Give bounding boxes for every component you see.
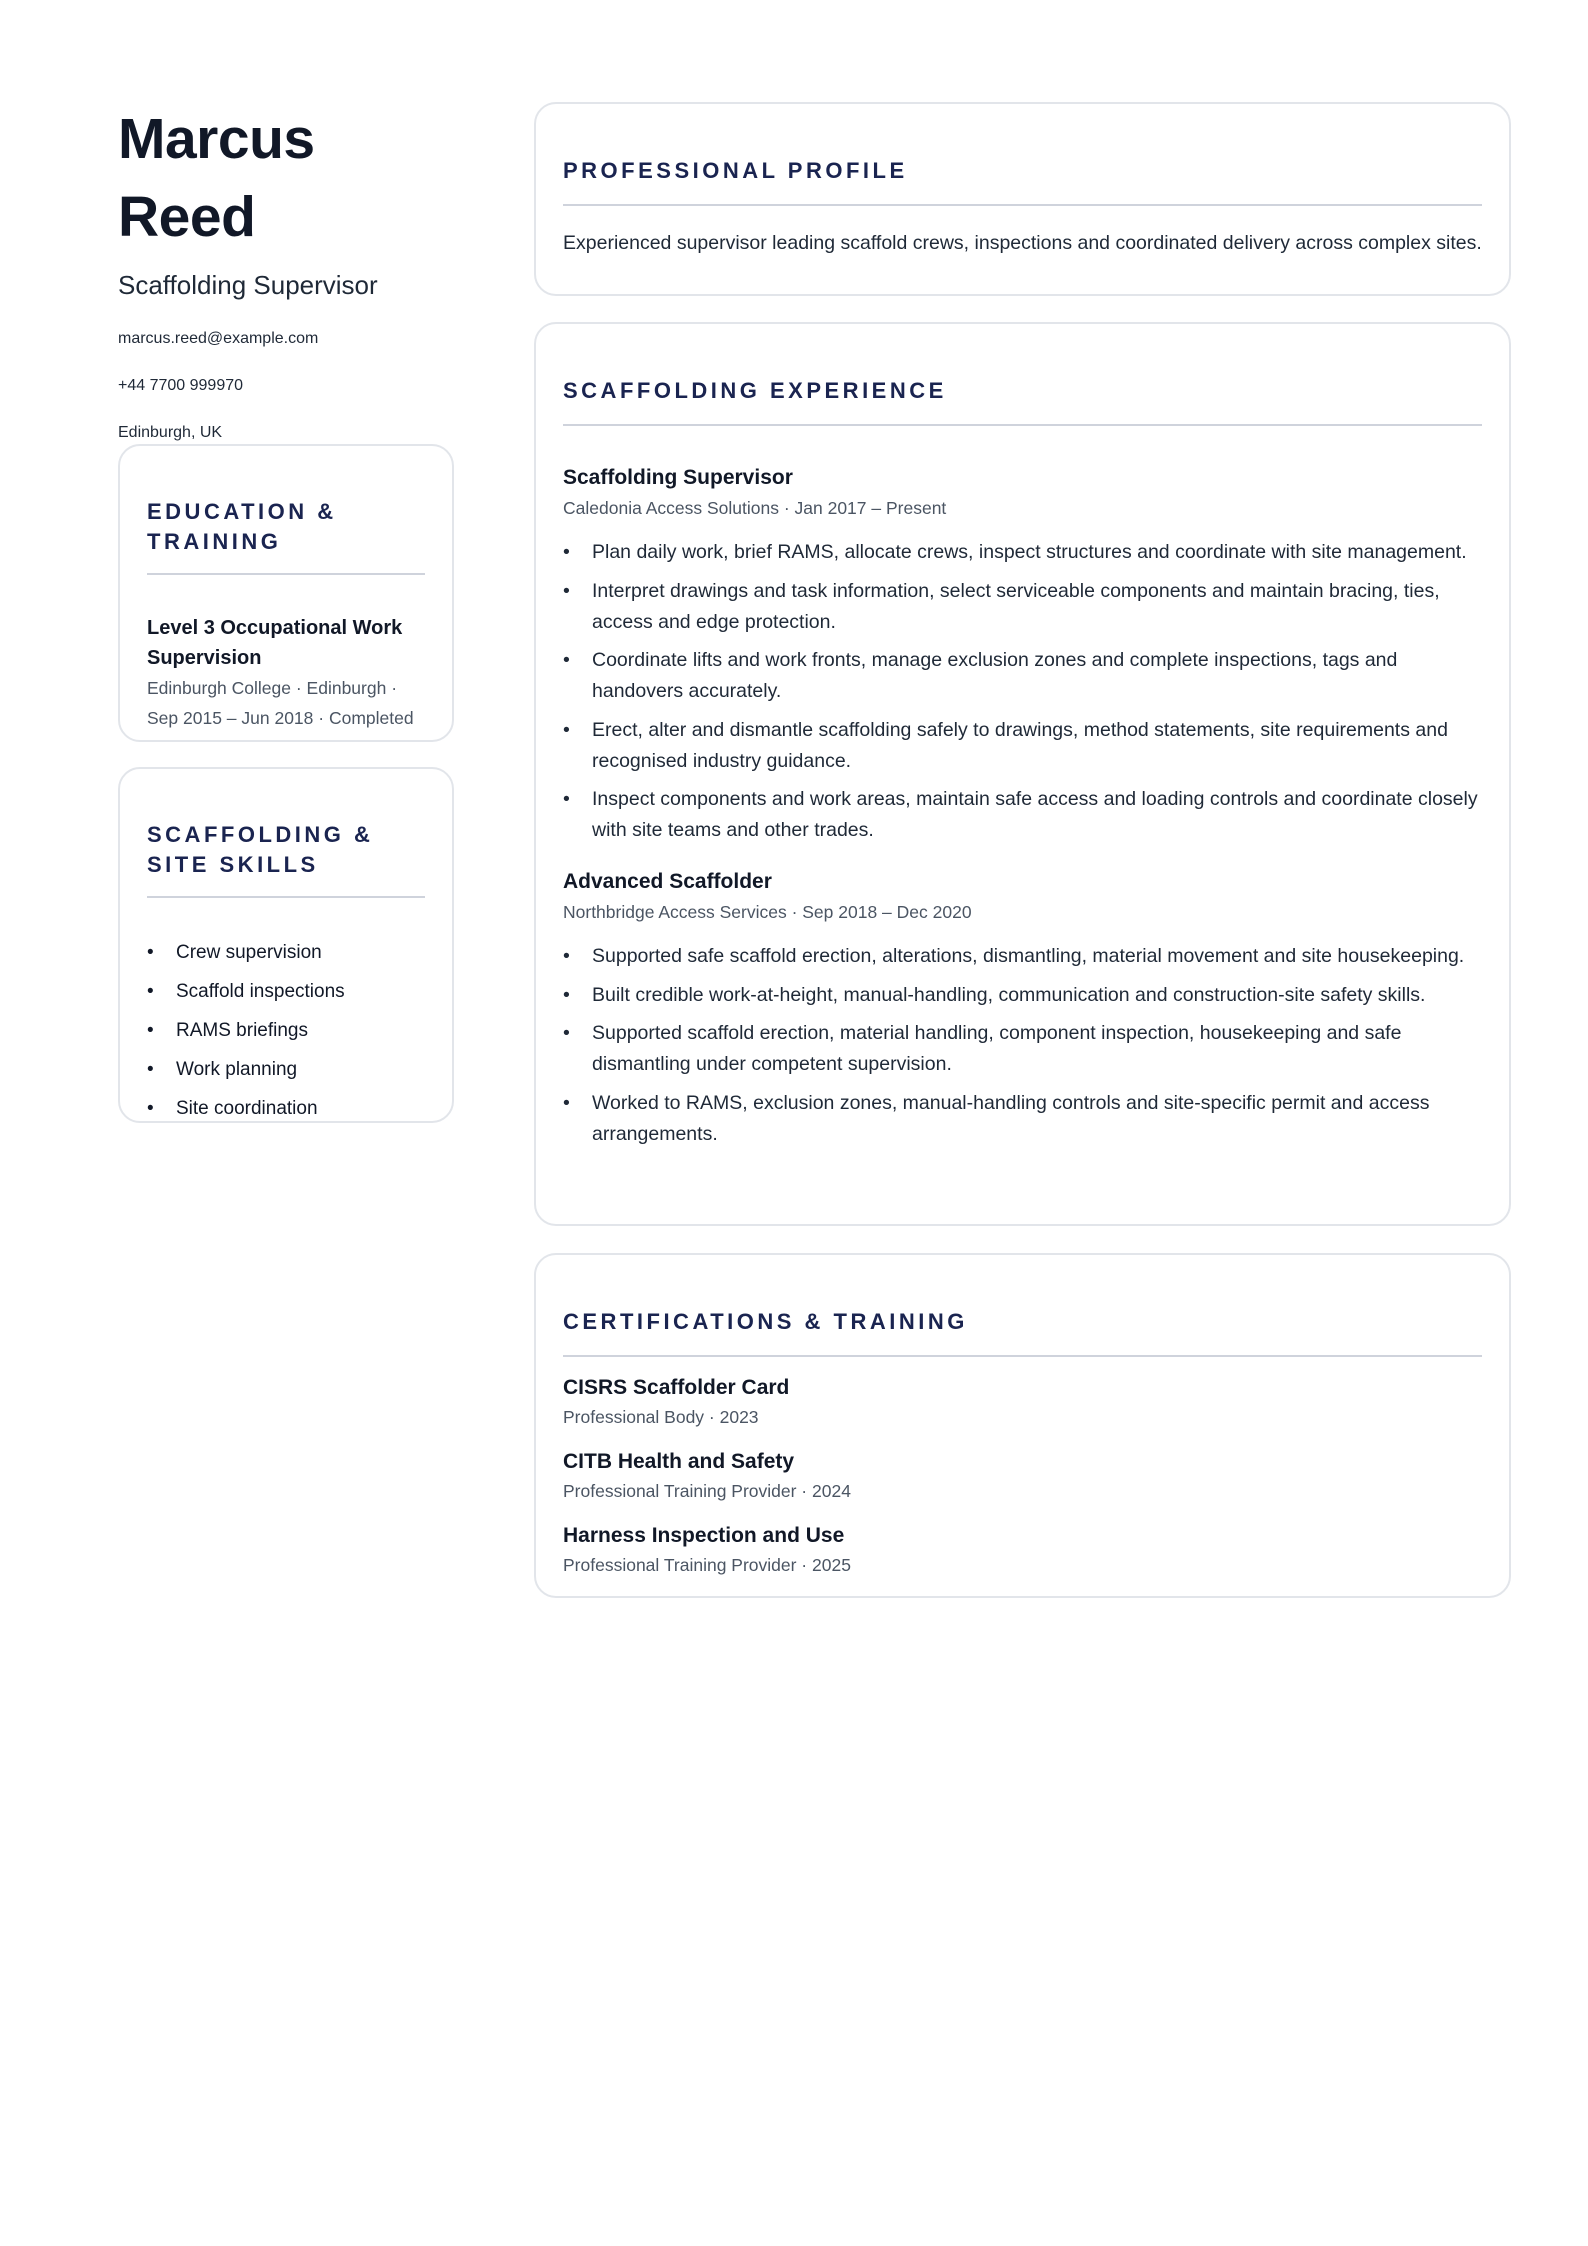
section-divider bbox=[563, 204, 1482, 206]
education-meta-line-2: Sep 2015 – Jun 2018 · Completed bbox=[147, 708, 414, 728]
education-title-line-2: Supervision bbox=[147, 647, 262, 669]
certification-meta: Professional Training Provider · 2024 bbox=[563, 1481, 851, 1501]
job-title: Scaffolding Supervisor bbox=[118, 270, 378, 300]
skills-card bbox=[118, 767, 454, 1123]
profile-heading: PROFESSIONAL PROFILE bbox=[563, 158, 908, 183]
certification-entry bbox=[563, 1521, 1482, 1579]
job-entry-meta: Northbridge Access Services · Sep 2018 – Dec 2020 bbox=[563, 902, 972, 922]
email-link[interactable]: marcus.reed@example.com bbox=[118, 330, 319, 347]
job-bullet: • Built credible work-at-height, manual-handling, communication and construction-site safety skills. bbox=[563, 980, 1482, 1011]
job-bullets bbox=[563, 941, 1482, 1150]
certification-title: Harness Inspection and Use bbox=[563, 1524, 845, 1547]
job-bullet: • Erect, alter and dismantle scaffolding safely to drawings, method statements, site requirements and recognised industry guidance. bbox=[563, 715, 1482, 777]
job-bullet: • Plan daily work, brief RAMS, allocate crews, inspect structures and coordinate with site management. bbox=[563, 537, 1482, 568]
profile-card bbox=[534, 102, 1511, 296]
education-title-line-1: Level 3 Occupational Work bbox=[147, 617, 403, 639]
job-entry-title: Advanced Scaffolder bbox=[563, 870, 772, 893]
certification-title: CITB Health and Safety bbox=[563, 1450, 795, 1473]
skills-heading bbox=[147, 820, 425, 880]
phone-number: +44 7700 999970 bbox=[118, 377, 244, 394]
job-bullet: • Interpret drawings and task information, select serviceable components and maintain bracing, ties, access and edge protection. bbox=[563, 576, 1482, 638]
job-entry-meta: Caledonia Access Solutions · Jan 2017 – Present bbox=[563, 498, 947, 518]
section-divider bbox=[147, 573, 425, 575]
certification-meta: Professional Body · 2023 bbox=[563, 1407, 759, 1427]
certification-title: CISRS Scaffolder Card bbox=[563, 1376, 790, 1399]
education-meta bbox=[147, 673, 425, 733]
education-heading-line-1: EDUCATION & bbox=[147, 499, 337, 524]
location: Edinburgh, UK bbox=[118, 424, 223, 441]
job-bullet: • Inspect components and work areas, maintain safe access and loading controls and coordinate closely with site teams and other trades. bbox=[563, 784, 1482, 846]
job-bullets bbox=[563, 537, 1482, 846]
section-divider bbox=[147, 896, 425, 898]
job-bullet: • Supported safe scaffold erection, alterations, dismantling, material movement and site housekeeping. bbox=[563, 941, 1482, 972]
section-divider bbox=[563, 424, 1482, 426]
education-card bbox=[118, 444, 454, 742]
job-bullet: • Coordinate lifts and work fronts, manage exclusion zones and complete inspections, tags and handovers accurately. bbox=[563, 645, 1482, 707]
skills-list bbox=[147, 933, 425, 1128]
skill-item: • RAMS briefings bbox=[147, 1011, 425, 1050]
skill-item: • Scaffold inspections bbox=[147, 972, 425, 1011]
certification-entry bbox=[563, 1373, 1482, 1431]
skill-item: • Crew supervision bbox=[147, 933, 425, 972]
certification-meta: Professional Training Provider · 2025 bbox=[563, 1555, 851, 1575]
header-block bbox=[118, 100, 454, 444]
skills-heading-line-2: SITE SKILLS bbox=[147, 852, 319, 877]
skills-heading-line-1: SCAFFOLDING & bbox=[147, 822, 374, 847]
education-heading bbox=[147, 497, 425, 557]
experience-card bbox=[534, 322, 1511, 1226]
certification-entry bbox=[563, 1447, 1482, 1505]
job-entry-title: Scaffolding Supervisor bbox=[563, 466, 793, 489]
education-title bbox=[147, 613, 425, 673]
skill-item: • Work planning bbox=[147, 1050, 425, 1089]
education-heading-line-2: TRAINING bbox=[147, 529, 282, 554]
job-bullet: • Supported scaffold erection, material handling, component inspection, housekeeping and safe dismantling under competent supervision. bbox=[563, 1018, 1482, 1080]
skill-item: • Site coordination bbox=[147, 1089, 425, 1128]
section-divider bbox=[563, 1355, 1482, 1357]
experience-heading: SCAFFOLDING EXPERIENCE bbox=[563, 378, 947, 403]
candidate-name: Marcus Reed bbox=[118, 107, 315, 249]
education-meta-line-1: Edinburgh College · Edinburgh · bbox=[147, 678, 398, 698]
certifications-heading: CERTIFICATIONS & TRAINING bbox=[563, 1309, 968, 1334]
certifications-card bbox=[534, 1253, 1511, 1598]
job-bullet: • Worked to RAMS, exclusion zones, manual-handling controls and site-specific permit and access arrangements. bbox=[563, 1088, 1482, 1150]
profile-summary: Experienced supervisor leading scaffold crews, inspections and coordinated delivery across complex sites. bbox=[563, 232, 1482, 254]
